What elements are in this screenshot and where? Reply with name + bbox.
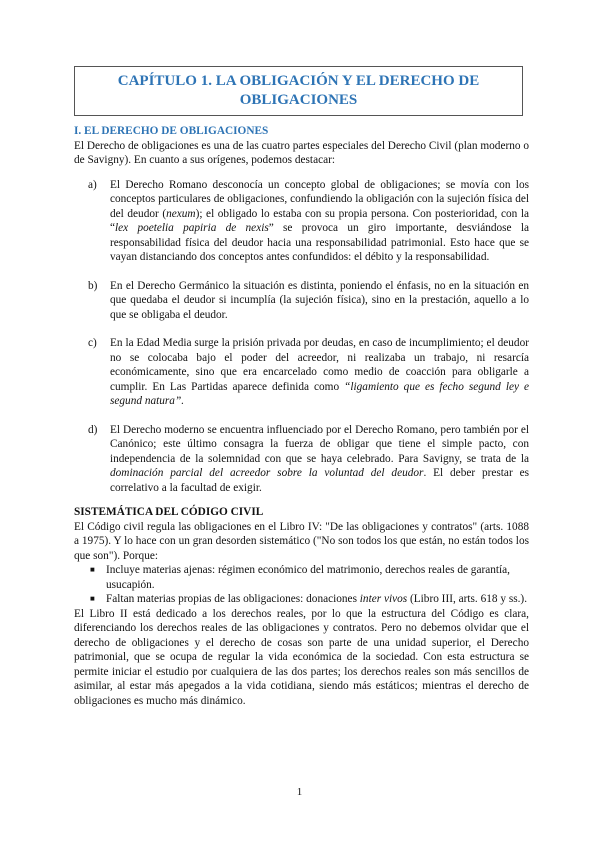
subsection-heading: SISTEMÁTICA DEL CÓDIGO CIVIL [74, 506, 264, 518]
section-intro: El Derecho de obligaciones es una de las cuatro partes especiales del Derecho Civil (plan moderno o de Savigny). En cuanto a sus orígenes, podemos destacar: [74, 139, 529, 166]
bullet-item: ■ Faltan materias propias de las obligaciones: donaciones inter vivos (Libro III, arts. 618 y ss.). [90, 593, 528, 605]
bullet-icon: ■ [90, 565, 95, 574]
item-text: El Derecho moderno se encuentra influenciado por el Derecho Romano, pero también por el Canónico; este último consagra la fuerza de obligar que tiene el simple pacto, con independencia de la solemnidad con que se haya celebrado. Para Savigny, se trata de la dominación parcial del acreedor sobre la voluntad del deudor. El deber prestar es correlativo a la facultad de exigir. [110, 423, 529, 494]
item-label: d) [88, 423, 98, 436]
item-text: En la Edad Media surge la prisión privada por deudas, en caso de incumplimiento; el deudor no se colocaba bajo el poder del acreedor, ni realizaba un trabajo, ni resarcía económicamente, sino que era encarcelado como medio de coacción para obligarle a cumplir. En Las Partidas aparece definida como “ligamiento que es fecho segund ley e segund natura”. [110, 337, 529, 407]
section-heading: I. EL DERECHO DE OBLIGACIONES [74, 125, 269, 137]
list-item-a [88, 178, 529, 265]
bullet-icon: ■ [90, 594, 95, 603]
bullet-item: ■ Incluye materias ajenas: régimen económico del matrimonio, derechos reales de garantía, usucapión. [90, 564, 511, 591]
subsection-intro: El Código civil regula las obligaciones en el Libro IV: "De las obligaciones y contratos" (arts. 1088 a 1975). Y lo hace con un gran desorden sistemático ("No son todos los que están, no están todos los que son"). Porque: [74, 520, 529, 562]
chapter-title: CAPÍTULO 1. LA OBLIGACIÓN Y EL DERECHO DE OBLIGACIONES [117, 73, 480, 108]
item-text: En el Derecho Germánico la situación es distinta, poniendo el énfasis, no en la situación en que quedaba el deudor si incumplía (la sujeción física), sino en la prestación, aquello a lo que se obligaba el deudor. [110, 279, 529, 321]
closing-paragraph: El Libro II está dedicado a los derechos reales, por lo que la estructura del Código es clara, diferenciando los derechos reales de las obligaciones y contratos. Pero no debemos olvidar que el derecho de obligaciones y el derecho de cosas son parte de una unidad superior, el Derecho patrimonial, que se ocupa de regular la vida económica de la sociedad. Con esta estructura se permite iniciar el estudio por cualquiera de las dos partes; los derechos reales son más sencillos de asimilar, al estar más apegados a la vida cotidiana, siendo más estáticos; mientras el derecho de obligaciones es mucho más dinámico. [74, 607, 529, 707]
list-item-d [88, 423, 529, 496]
item-label: b) [88, 279, 98, 292]
page-number: 1 [296, 786, 303, 798]
item-text: El Derecho Romano desconocía un concepto global de obligaciones; se movía con los conceptos particulares de obligaciones, confundiendo la obligación con la sujeción física del del deudor (nexum); el obligado lo estaba con su propia persona. Con posterioridad, con la “lex poetelia papiria de nexis” se provoca un giro importante, desviándose la responsabilidad física del deudor hacia una responsabilidad patrimonial. Esto hace que se vayan distanciando dos conceptos antes confundidos: el débito y la responsabilidad. [110, 178, 529, 263]
list-item-b [88, 279, 529, 323]
page-content [74, 124, 529, 708]
item-label: c) [88, 337, 97, 349]
list-item-c [88, 336, 529, 409]
chapter-title-box [74, 66, 523, 116]
item-label: a) [88, 178, 97, 191]
